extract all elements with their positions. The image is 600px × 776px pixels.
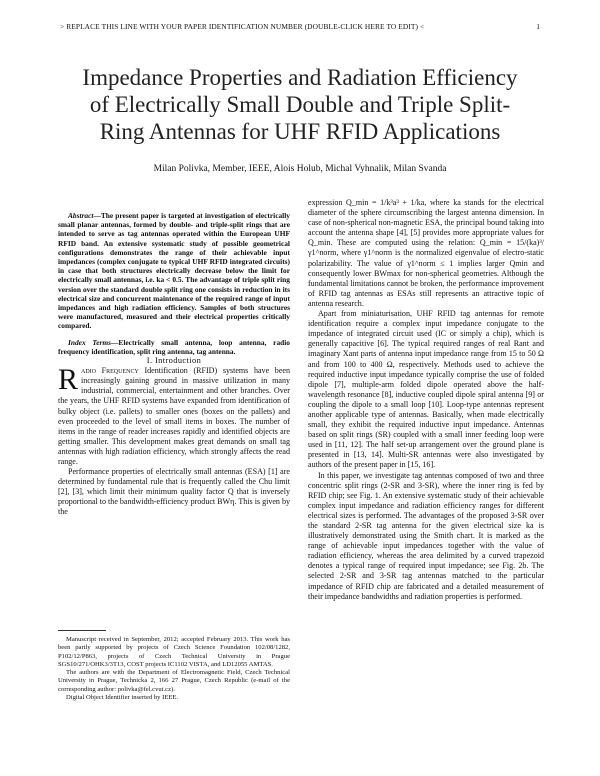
footnote-2: The authors are with the Department of Electromagnetic Field, Czech Technical University in Prague, Technicka 2, 166 27 Prague, Czech Republic (e-mail of the corresponding author: polivka@fel.cvut.cz). bbox=[58, 669, 290, 693]
running-header-text: > REPLACE THIS LINE WITH YOUR PAPER IDENTIFICATION NUMBER (DOUBLE-CLICK HERE TO EDIT) < bbox=[60, 22, 425, 31]
index-terms-lead: Index Terms bbox=[68, 337, 112, 347]
abstract bbox=[58, 211, 290, 331]
footnote bbox=[58, 636, 290, 702]
drop-cap: R bbox=[58, 363, 79, 397]
right-column bbox=[308, 198, 544, 602]
title-line-2: of Electrically Small Double and Triple Split- bbox=[89, 92, 511, 117]
footnote-1: Manuscript received in September, 2012; accepted February 2013. This work has been partly supported by projects of Czech Science Foundation 102/08/1282, P102/12/P863, projects of Czech Technical University in Prague SGS10/271/OHK3/3T13, COST projects IC1102 VISTA, and LD12055 AMTAS. bbox=[58, 636, 290, 668]
index-terms bbox=[58, 338, 290, 356]
abstract-lead: Abstract bbox=[68, 211, 94, 220]
page-number: 1 bbox=[536, 22, 540, 31]
intro-smallcaps: adio Frequency bbox=[81, 366, 139, 376]
title-line-3: Ring Antennas for UHF RFID Applications bbox=[99, 119, 501, 144]
right-paragraph-2: Apart from miniaturisation, UHF RFID tag antennas for remote identification require a complex input impedance conjugate to the impedance of integrated circuit used (IC or simply a chip), which is generally capacitive [6]. The typical required ranges of real Rant and imaginary Xant parts of antenna input impedance range from 15 to 50 Ω and from 100 to 400 Ω, respectively. Methods used to achieve the required inductive input impedance typically comprise the use of folded dipole [7], multiple-arm folded dipole operated above the half-wavelength resonance [8], inductive coupled dipole spiral antenna [9] or coupling the dipole to a small loop [10]. Loop-type antennas represent another applicable type of antennas. Basically, when made electrically small, they exhibit the required inductive input impedance. Antennas based on split rings (SR) coupled with a small inner feeding loop were used in [11, 12]. The half set-up arrangement over the ground plane is presented in [13, 14]. Multi-SR antennas were also investigated by authors of the present paper in [15, 16]. bbox=[308, 309, 544, 470]
intro-paragraph-2: Performance properties of electrically small antennas (ESA) [1] are determined by fundamental rule that is frequently called the Chu limit [2], [3], which limit their minimum quality factor Q that is inversely proportional to the bandwidth-efficiency product BWη. This is given by the bbox=[58, 467, 291, 517]
footnote-3: Digital Object Identifier inserted by IEEE. bbox=[66, 694, 179, 702]
paper-title bbox=[40, 64, 560, 145]
right-paragraph-1: expression Q_min = 1/k³a³ + 1/ka, where ka stands for the electrical diameter of the sphere circumscribing the largest antenna dimension. In case of non-spherical non-magnetic ESA, the principal bound taking into account the antenna shape [4], [5] provides more appropriate values for Q_min. These are computed using the relation: Q_min = 15/(ka)³/γ1^norm, where γ1^norm is the normalized eigenvalue of electro-static polarizability. The value of γ1^norm ≤ 1 implies larger Qmin and consequently lower BWmax for non-spherical geometries. Although the fundamental limitations cannot be broken, the performance improvement of RFID tag antennas as ESAs still represents an attractive topic of antenna research. bbox=[308, 198, 544, 308]
section-heading: I. Introduction bbox=[146, 356, 202, 366]
authors: Milan Polivka, Member, IEEE, Alois Holub, Michal Vyhnalik, Milan Svanda bbox=[153, 164, 447, 174]
abstract-text: —The present paper is targeted at investigation of electrically small planar antennas, formed by double- and triple-split rings that are intended to serve as tag antennas operated within the European UHF RFID band. An extensive systematic study of possible geometrical configurations demonstrates the range of their achievable input impedances (complex conjugate to typical UHF RFID integrated circuits) in case that both structures electrically decrease below the limit for electrically small antennas, i.e. ka < 0.5. The advantage of triple split ring version over the standard double split ring one consists in reduction in its electrical size and concurrent maintenance of the required range of input impedances and high radiation efficiency. Samples of both structures were manufactured, measured and their electrical properties critically compared. bbox=[58, 211, 290, 331]
title-line-1: Impedance Properties and Radiation Efficiency bbox=[82, 65, 518, 90]
intro-text-1: Identification (RFID) systems have been increasingly gaining ground in massive utilization in many industrial, commercial, entertainment and other branches. Over the years, the UHF RFID systems have expanded from identification of bulky object (i.e. pallets) to smaller ones (boxes on the pallets) and even proceeded to the level of small items in boxes. The number of items in the range of reader increases rapidly and identified objects are getting smaller. This development makes great demands on small tag antennas with high radiation efficiency, which strongly affects the read range. bbox=[58, 366, 290, 466]
running-header bbox=[60, 22, 540, 31]
right-paragraph-3: In this paper, we investigate tag antennas composed of two and three concentric split rings (2-SR and 3-SR), where the inner ring is fed by RFID chip; see Fig. 1. An extensive systematic study of their achievable complex input impedance and radiation efficiency ranges for different electrical sizes is performed. The advantages of the proposed 3-SR over the standard 2-SR tag antenna for the given electrical size ka is illustratively demonstrated using the Smith chart. It is marked as the range of achievable input impedances together with the value of radiation efficiency, whereas the area delimited by a curved trapezoid denotes a typical range of required input impedance; see Fig. 2b. The selected 2-SR and 3-SR tag antennas matched to the particular impedance of RFID chip are fabricated and a detailed measurement of their impedance bandwidths and radiation properties is performed. bbox=[308, 470, 544, 601]
footnote-rule bbox=[58, 630, 106, 631]
left-column bbox=[58, 211, 290, 518]
intro-paragraph-1 bbox=[58, 363, 290, 467]
index-terms-text: —Electrically small antenna, loop antenna, radio frequency identification, split ring antenna, tag antenna. bbox=[58, 337, 291, 356]
